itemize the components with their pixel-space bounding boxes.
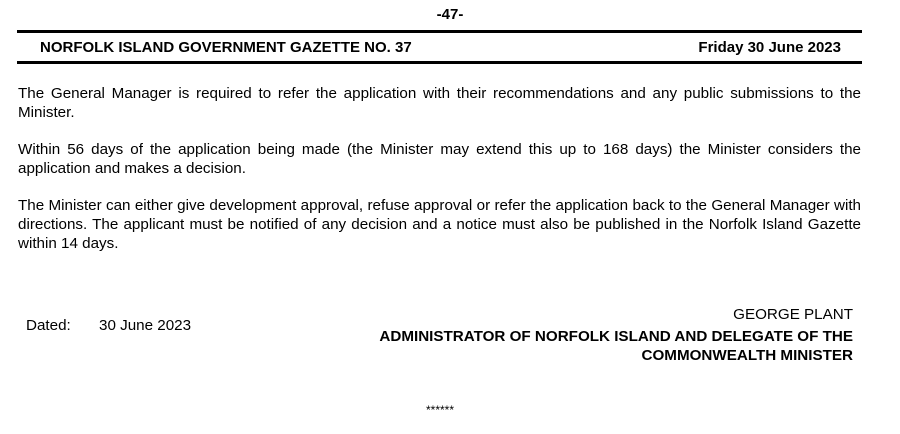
section-separator: ******	[425, 403, 455, 417]
paragraph-decision: The Minister can either give development approval, refuse approval or refer the application back to the General Manager with directions. The applicant must be notified of any decision and a notice must also be published in the Norfolk Island Gazette within 14 days.	[18, 197, 861, 252]
gazette-title: NORFOLK ISLAND GOVERNMENT GAZETTE NO. 37	[40, 39, 412, 56]
signatory-title	[333, 327, 853, 365]
signatory-name: GEORGE PLANT	[733, 306, 853, 323]
signatory-title-line-2: COMMONWEALTH MINISTER	[641, 347, 853, 364]
header-top-rule	[17, 30, 862, 33]
header-bottom-rule	[17, 61, 862, 64]
paragraph-referral: The General Manager is required to refer the application with their recommendations and any public submissions to the Minister.	[18, 85, 861, 121]
body-text	[18, 84, 861, 271]
gazette-date: Friday 30 June 2023	[698, 39, 841, 56]
page-number: -47-	[436, 6, 464, 23]
dated-value: 30 June 2023	[99, 317, 192, 334]
paragraph-timeframe: Within 56 days of the application being made (the Minister may extend this up to 168 days) the Minister considers the application and makes a decision.	[18, 141, 861, 177]
dated-label: Dated:	[26, 317, 71, 334]
signatory-title-line-1: ADMINISTRATOR OF NORFOLK ISLAND AND DELEGATE OF THE	[379, 328, 853, 345]
